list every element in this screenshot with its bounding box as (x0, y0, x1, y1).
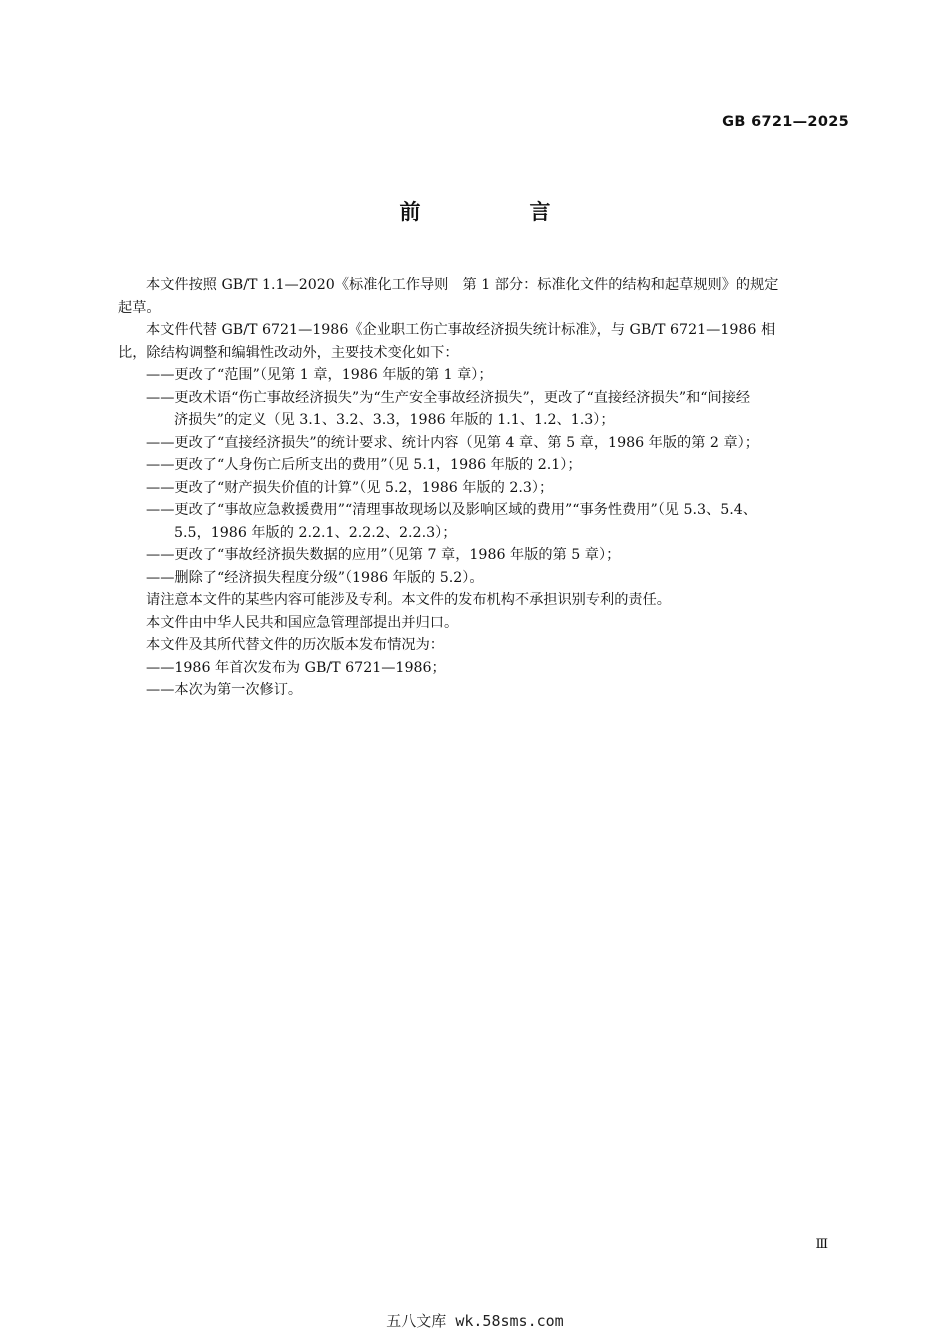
foreword-body (118, 274, 850, 702)
paragraph-history-intro: 本文件及其所代替文件的历次版本发布情况为： (146, 637, 444, 653)
change-item-6-line1: ——更改了“事故应急救援费用”“清理事故现场以及影响区域的费用”“事务性费用”（见 5.3、5.4、 (146, 502, 757, 518)
paragraph-drafting-basis-line1: 本文件按照 GB/T 1.1—2020《标准化工作导则 第 1 部分：标准化文件的结构和起草规则》的规定 (146, 277, 779, 293)
change-item-8: ——删除了“经济损失程度分级”（1986 年版的 5.2）。 (146, 569, 484, 586)
change-item-6-line2: 5.5，1986 年版的 2.2.1、2.2.2、2.2.3）； (174, 524, 457, 541)
paragraph-drafting-basis-line2: 起草。 (118, 299, 161, 316)
paragraph-replaces-line2: 比，除结构调整和编辑性改动外，主要技术变化如下： (118, 344, 459, 361)
change-item-4: ——更改了“人身伤亡后所支出的费用”（见 5.1，1986 年版的 2.1）； (146, 457, 582, 473)
change-item-7: ——更改了“事故经济损失数据的应用”（见第 7 章，1986 年版的第 5 章）； (146, 547, 621, 563)
change-item-2-line1: ——更改术语“伤亡事故经济损失”为“生产安全事故经济损失”，更改了“直接经济损失”和“间接经 (146, 389, 751, 406)
history-item-1: ——1986 年首次发布为 GB/T 6721—1986； (146, 659, 446, 676)
change-item-1: ——更改了“范围”（见第 1 章，1986 年版的第 1 章）； (146, 367, 493, 383)
change-item-2-line2: 济损失”的定义（见 3.1、3.2、3.3，1986 年版的 1.1、1.2、1.3）； (174, 412, 615, 428)
history-item-2: ——本次为第一次修订。 (146, 682, 303, 698)
paragraph-patent-notice: 请注意本文件的某些内容可能涉及专利。本文件的发布机构不承担识别专利的责任。 (146, 592, 671, 608)
page-title: 前 言 (399, 200, 595, 224)
paragraph-replaces-line1: 本文件代替 GB/T 6721—1986《企业职工伤亡事故经济损失统计标准》，与 GB/T 6721—1986 相 (146, 322, 776, 338)
change-item-5: ——更改了“财产损失价值的计算”（见 5.2，1986 年版的 2.3）； (146, 479, 554, 496)
page-number: Ⅲ (815, 1237, 828, 1252)
paragraph-proposer: 本文件由中华人民共和国应急管理部提出并归口。 (146, 614, 459, 631)
change-item-3: ——更改了“直接经济损失”的统计要求、统计内容（见第 4 章、第 5 章，1986 年版的第 2 章）； (146, 434, 759, 451)
watermark-footer: 五八文库 wk.58sms.com (386, 1312, 564, 1330)
document-code: GB 6721—2025 (722, 114, 849, 130)
